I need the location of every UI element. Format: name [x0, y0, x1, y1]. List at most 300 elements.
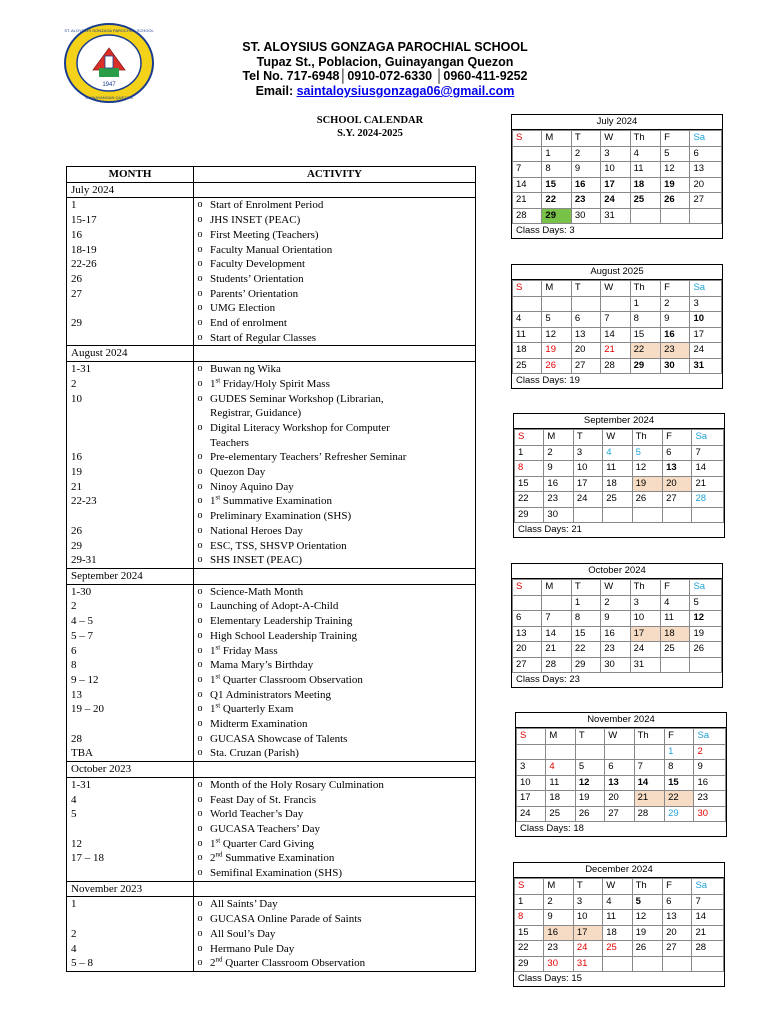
weekday-label: Sa — [690, 281, 722, 297]
ordinal-suffix: st — [215, 493, 221, 502]
activity-text: Parents’ Orientation — [206, 287, 476, 302]
activity-date: 29 — [67, 539, 194, 554]
activity-text: Feast Day of St. Francis — [206, 793, 476, 808]
month-label: September 2024 — [67, 568, 194, 584]
calendar-day: 8 — [515, 910, 544, 926]
weekday-label: F — [661, 131, 690, 147]
calendar-grid — [514, 878, 724, 972]
calendar-day: 19 — [661, 177, 690, 193]
bullet-icon: o — [197, 480, 203, 492]
activity-date: 2 — [67, 927, 194, 942]
activity-date: 29-31 — [67, 553, 194, 568]
ordinal-suffix: st — [215, 835, 221, 844]
calendar-title: SCHOOL CALENDAR — [316, 115, 424, 126]
bullet-icon: o — [197, 287, 203, 299]
calendar-day: 2 — [544, 445, 573, 461]
calendar-week-row — [513, 162, 722, 178]
calendar-day: 3 — [630, 595, 660, 611]
activity-date: 15-17 — [67, 213, 194, 228]
calendar-month-title: October 2024 — [512, 564, 722, 579]
calendar-day: 3 — [573, 894, 602, 910]
activity-date: 6 — [67, 644, 194, 659]
calendar-day: 31 — [630, 657, 660, 673]
calendar-day: 1 — [665, 744, 694, 760]
calendar-day: 25 — [661, 642, 690, 658]
calendar-week-row — [513, 657, 722, 673]
activity-date — [67, 406, 194, 421]
activity-row — [67, 807, 476, 822]
bullet-icon: o — [197, 867, 203, 879]
calendar-day: 1 — [542, 146, 571, 162]
calendar-grid — [514, 429, 724, 523]
calendar-day: 15 — [665, 775, 694, 791]
calendar-week-row — [515, 445, 724, 461]
activity-text: World Teacher’s Day — [206, 807, 476, 822]
activity-text: Semifinal Examination (SHS) — [206, 866, 476, 881]
month-label: July 2024 — [67, 182, 194, 198]
activity-row — [67, 688, 476, 703]
calendar-day: 3 — [517, 760, 546, 776]
calendar-day: 6 — [571, 312, 600, 328]
calendar-day: 1 — [515, 894, 544, 910]
calendar-day: 7 — [634, 760, 664, 776]
weekday-label: T — [573, 430, 602, 446]
weekday-label: S — [513, 281, 542, 297]
activity-date: 4 — [67, 942, 194, 957]
activity-text: National Heroes Day — [206, 524, 476, 539]
bullet-icon: o — [197, 421, 203, 433]
calendar-day — [632, 507, 662, 523]
calendar-day: 4 — [630, 146, 660, 162]
calendar-day — [663, 507, 692, 523]
calendar-day: 22 — [515, 492, 544, 508]
weekday-label: T — [573, 879, 602, 895]
activity-text: 1st Quarter Card Giving — [206, 837, 476, 852]
calendar-day — [605, 744, 634, 760]
activity-text: UMG Election — [206, 301, 476, 316]
activity-row — [67, 331, 476, 346]
calendar-day: 18 — [661, 626, 690, 642]
calendar-day: 10 — [690, 312, 722, 328]
weekday-label: W — [601, 131, 630, 147]
activity-row — [67, 837, 476, 852]
bullet-icon — [194, 436, 207, 451]
calendar-day: 22 — [515, 941, 544, 957]
calendar-day: 29 — [515, 507, 544, 523]
activity-date: 1-30 — [67, 584, 194, 599]
activity-text: Faculty Development — [206, 257, 476, 272]
calendar-day: 29 — [542, 208, 571, 224]
activity-row — [67, 614, 476, 629]
activity-row — [67, 897, 476, 912]
activity-date: 5 — [67, 807, 194, 822]
calendar-day: 18 — [513, 343, 542, 359]
calendar-day: 29 — [515, 956, 544, 972]
calendar-day: 19 — [690, 626, 722, 642]
calendar-day: 19 — [575, 791, 604, 807]
month-empty-cell — [194, 762, 476, 778]
bullet-icon: o — [197, 363, 203, 375]
calendar-day: 30 — [571, 208, 600, 224]
activity-date: 13 — [67, 688, 194, 703]
calendar-day: 7 — [692, 445, 724, 461]
activity-column-header: ACTIVITY — [194, 167, 476, 183]
activity-text: Faculty Manual Orientation — [206, 243, 476, 258]
calendar-week-row — [513, 312, 722, 328]
calendar-grid — [516, 728, 726, 822]
bullet-icon: o — [197, 673, 203, 685]
activity-text: 2nd Summative Examination — [206, 851, 476, 866]
activity-row — [67, 243, 476, 258]
calendar-day — [513, 146, 542, 162]
calendar-day: 23 — [661, 343, 690, 359]
bullet-icon: o — [197, 659, 203, 671]
activities-table — [66, 166, 476, 972]
activity-date: 22-26 — [67, 257, 194, 272]
calendar-week-row — [513, 642, 722, 658]
calendar-day: 8 — [515, 461, 544, 477]
weekday-label: T — [571, 281, 600, 297]
bullet-icon: o — [197, 629, 203, 641]
activity-text: Month of the Holy Rosary Culmination — [206, 777, 476, 792]
activity-date — [67, 436, 194, 451]
activity-row — [67, 392, 476, 407]
calendar-day: 9 — [661, 312, 690, 328]
bullet-icon: o — [197, 927, 203, 939]
calendar-day: 15 — [542, 177, 571, 193]
calendar-day: 4 — [603, 445, 632, 461]
activity-row — [67, 912, 476, 927]
calendar-week-row — [513, 208, 722, 224]
calendar-day: 8 — [665, 760, 694, 776]
activity-date: 5 – 8 — [67, 956, 194, 971]
weekday-row — [513, 580, 722, 596]
calendar-day: 17 — [573, 476, 602, 492]
calendar-day: 27 — [663, 492, 692, 508]
calendar-week-row — [515, 956, 724, 972]
activity-date: 1 — [67, 198, 194, 213]
calendar-day: 7 — [513, 162, 542, 178]
calendar-day: 4 — [546, 760, 575, 776]
activity-text: Start of Regular Classes — [206, 331, 476, 346]
calendar-day — [661, 657, 690, 673]
activity-row — [67, 213, 476, 228]
email-label: Email: — [255, 84, 294, 98]
activity-date — [67, 509, 194, 524]
bullet-icon: o — [194, 956, 207, 971]
activity-row — [67, 717, 476, 732]
activity-date: 26 — [67, 524, 194, 539]
calendar-day: 10 — [573, 910, 602, 926]
calendar-day: 5 — [632, 445, 662, 461]
weekday-label: Sa — [692, 430, 724, 446]
activity-text: 1st Summative Examination — [206, 494, 476, 509]
calendar-day: 30 — [544, 956, 573, 972]
activity-date: 9 – 12 — [67, 673, 194, 688]
activity-date: 8 — [67, 658, 194, 673]
calendar-day: 16 — [571, 177, 600, 193]
bullet-icon: o — [197, 524, 203, 536]
month-empty-cell — [194, 568, 476, 584]
calendar-day — [513, 595, 542, 611]
ordinal-suffix: nd — [215, 955, 223, 964]
calendar-month-title: August 2025 — [512, 265, 722, 280]
activity-text: Ninoy Aquino Day — [206, 480, 476, 495]
calendar-day: 3 — [601, 146, 630, 162]
calendar-day: 21 — [601, 343, 630, 359]
calendar-day: 27 — [663, 941, 692, 957]
calendar-day: 14 — [542, 626, 571, 642]
activity-text: Preliminary Examination (SHS) — [206, 509, 476, 524]
calendar-day: 17 — [517, 791, 546, 807]
weekday-label: F — [663, 430, 692, 446]
calendar-day — [661, 208, 690, 224]
email-link[interactable]: saintaloysiusgonzaga06@gmail.com — [296, 84, 515, 98]
activity-row — [67, 465, 476, 480]
ordinal-suffix: st — [215, 701, 221, 710]
calendar-day: 17 — [573, 925, 602, 941]
calendar-day — [513, 296, 542, 312]
activity-date: 27 — [67, 287, 194, 302]
activity-date: 18-19 — [67, 243, 194, 258]
calendar-day: 15 — [515, 476, 544, 492]
weekday-label: Th — [634, 729, 664, 745]
calendar-day: 16 — [601, 626, 630, 642]
bullet-icon: o — [197, 466, 203, 478]
calendar-day: 25 — [630, 193, 660, 209]
bullet-icon: o — [197, 199, 203, 211]
bullet-icon: o — [197, 837, 203, 849]
calendar-day — [690, 657, 722, 673]
activity-date: 21 — [67, 480, 194, 495]
activity-date — [67, 912, 194, 927]
calendar-day: 9 — [694, 760, 726, 776]
calendar-day: 22 — [542, 193, 571, 209]
calendar-day: 4 — [513, 312, 542, 328]
activity-text: Students’ Orientation — [206, 272, 476, 287]
activity-row — [67, 746, 476, 761]
calendar-week-row — [515, 925, 724, 941]
calendar-day — [601, 296, 630, 312]
calendar-day: 25 — [603, 492, 632, 508]
bullet-icon: o — [197, 510, 203, 522]
weekday-label: S — [517, 729, 546, 745]
weekday-label: W — [603, 879, 632, 895]
calendar-day: 19 — [632, 476, 662, 492]
calendar-day: 21 — [692, 925, 724, 941]
activity-row — [67, 644, 476, 659]
activity-row — [67, 377, 476, 392]
calendar-day — [571, 296, 600, 312]
activity-text: Sta. Cruzan (Parish) — [206, 746, 476, 761]
calendar-day: 6 — [690, 146, 722, 162]
activity-text: GUCASA Teachers’ Day — [206, 822, 476, 837]
calendar-week-row — [513, 626, 722, 642]
calendar-day: 1 — [571, 595, 600, 611]
calendar-week-row — [513, 296, 722, 312]
calendar-day: 2 — [544, 894, 573, 910]
calendar-day: 5 — [542, 312, 571, 328]
calendar-day: 23 — [571, 193, 600, 209]
calendar-day: 16 — [694, 775, 726, 791]
activity-row — [67, 362, 476, 377]
activity-row — [67, 793, 476, 808]
calendar-day: 27 — [690, 193, 722, 209]
activity-row — [67, 494, 476, 509]
activity-text: Elementary Leadership Training — [206, 614, 476, 629]
calendar-day: 16 — [544, 925, 573, 941]
bullet-icon: o — [197, 258, 203, 270]
weekday-label: T — [571, 580, 600, 596]
calendar-day: 11 — [603, 910, 632, 926]
bullet-icon: o — [197, 539, 203, 551]
activity-date: 19 – 20 — [67, 702, 194, 717]
calendar-day: 31 — [601, 208, 630, 224]
activity-date: 16 — [67, 450, 194, 465]
svg-text:ST. ALOYSIUS GONZAGA PAROCHIAL: ST. ALOYSIUS GONZAGA PAROCHIAL SCHOOL — [64, 28, 154, 33]
activity-text: 1st Friday Mass — [206, 644, 476, 659]
activity-row — [67, 301, 476, 316]
calendar-day: 23 — [694, 791, 726, 807]
bullet-icon: o — [197, 898, 203, 910]
weekday-label: Th — [630, 580, 660, 596]
calendar-day: 29 — [665, 806, 694, 822]
activity-text: High School Leadership Training — [206, 629, 476, 644]
calendar-day — [690, 208, 722, 224]
calendar-day: 25 — [546, 806, 575, 822]
activity-row — [67, 942, 476, 957]
calendar-day: 28 — [601, 358, 630, 374]
calendar-day: 17 — [601, 177, 630, 193]
calendar-week-row — [515, 910, 724, 926]
calendar-day: 6 — [605, 760, 634, 776]
activity-date: 2 — [67, 599, 194, 614]
weekday-row — [515, 879, 724, 895]
calendar-day: 5 — [690, 595, 722, 611]
calendar-day: 1 — [630, 296, 660, 312]
bullet-icon: o — [197, 822, 203, 834]
calendar-day: 9 — [544, 461, 573, 477]
calendar-day: 15 — [515, 925, 544, 941]
bullet-icon: o — [197, 913, 203, 925]
month-label: October 2023 — [67, 762, 194, 778]
calendar-day: 9 — [544, 910, 573, 926]
activity-row — [67, 257, 476, 272]
weekday-label: T — [571, 131, 600, 147]
month-empty-cell — [194, 881, 476, 897]
activity-text: GUCASA Online Parade of Saints — [206, 912, 476, 927]
bullet-icon: o — [197, 703, 203, 715]
calendar-day: 23 — [544, 941, 573, 957]
weekday-label: W — [605, 729, 634, 745]
calendar-day: 21 — [542, 642, 571, 658]
bullet-icon: o — [197, 778, 203, 790]
calendar-day: 30 — [601, 657, 630, 673]
calendar-day: 20 — [605, 791, 634, 807]
calendar-day: 23 — [601, 642, 630, 658]
bullet-icon: o — [197, 732, 203, 744]
activity-text: All Saints’ Day — [206, 897, 476, 912]
calendar-day — [573, 507, 602, 523]
calendar-day: 15 — [571, 626, 600, 642]
bullet-icon — [194, 406, 207, 421]
calendar-day: 7 — [601, 312, 630, 328]
calendar-day: 13 — [663, 910, 692, 926]
activity-date — [67, 301, 194, 316]
activity-row — [67, 777, 476, 792]
calendar-day: 3 — [690, 296, 722, 312]
activity-row — [67, 450, 476, 465]
month-section-row — [67, 346, 476, 362]
month-section-row — [67, 762, 476, 778]
weekday-label: F — [661, 281, 690, 297]
calendar-day: 18 — [546, 791, 575, 807]
calendar-day: 21 — [692, 476, 724, 492]
weekday-row — [517, 729, 726, 745]
calendar-day: 5 — [661, 146, 690, 162]
bullet-icon: o — [197, 331, 203, 343]
bullet-icon: o — [197, 747, 203, 759]
weekday-label: M — [544, 430, 573, 446]
calendar-day: 23 — [544, 492, 573, 508]
class-days-count: Class Days: 3 — [516, 225, 575, 236]
calendar-day: 30 — [694, 806, 726, 822]
calendar-day: 6 — [663, 894, 692, 910]
calendar-day — [575, 744, 604, 760]
calendar-grid — [512, 280, 722, 374]
calendar-day: 19 — [632, 925, 662, 941]
weekday-label: F — [661, 580, 690, 596]
calendar-day: 24 — [573, 492, 602, 508]
activity-text: JHS INSET (PEAC) — [206, 213, 476, 228]
svg-text:GUINAYANGAN QUEZON: GUINAYANGAN QUEZON — [85, 95, 133, 100]
activity-row — [67, 658, 476, 673]
activity-date: 1-31 — [67, 362, 194, 377]
class-days-count: Class Days: 15 — [518, 973, 582, 984]
table-header-row — [67, 167, 476, 183]
calendar-week-row — [517, 760, 726, 776]
calendar-day: 14 — [634, 775, 664, 791]
calendar-day: 11 — [513, 327, 542, 343]
school-address: Tupaz St., Poblacion, Guinayangan Quezon — [256, 55, 514, 69]
activity-text: Launching of Adopt-A-Child — [206, 599, 476, 614]
weekday-label: Th — [630, 281, 660, 297]
calendar-day — [603, 507, 632, 523]
activity-text: GUCASA Showcase of Talents — [206, 732, 476, 747]
calendar-day: 18 — [603, 925, 632, 941]
activity-date: 29 — [67, 316, 194, 331]
calendar-day — [632, 956, 662, 972]
calendar-day — [630, 208, 660, 224]
calendar-day: 2 — [601, 595, 630, 611]
calendar-week-row — [517, 775, 726, 791]
activity-row — [67, 851, 476, 866]
calendar-day: 18 — [630, 177, 660, 193]
school-telephone: Tel No. 717-6948│0910-072-6330 │0960-411-9252 — [242, 69, 528, 83]
bullet-icon: o — [197, 600, 203, 612]
calendar-day — [634, 744, 664, 760]
bullet-icon: o — [197, 495, 203, 507]
activity-row — [67, 599, 476, 614]
calendar-day: 26 — [632, 492, 662, 508]
month-calendar — [515, 712, 727, 837]
calendar-day: 22 — [630, 343, 660, 359]
bullet-icon: o — [197, 718, 203, 730]
activity-text: Science-Math Month — [206, 584, 476, 599]
calendar-week-row — [513, 358, 722, 374]
calendar-day — [603, 956, 632, 972]
activity-row — [67, 956, 476, 971]
